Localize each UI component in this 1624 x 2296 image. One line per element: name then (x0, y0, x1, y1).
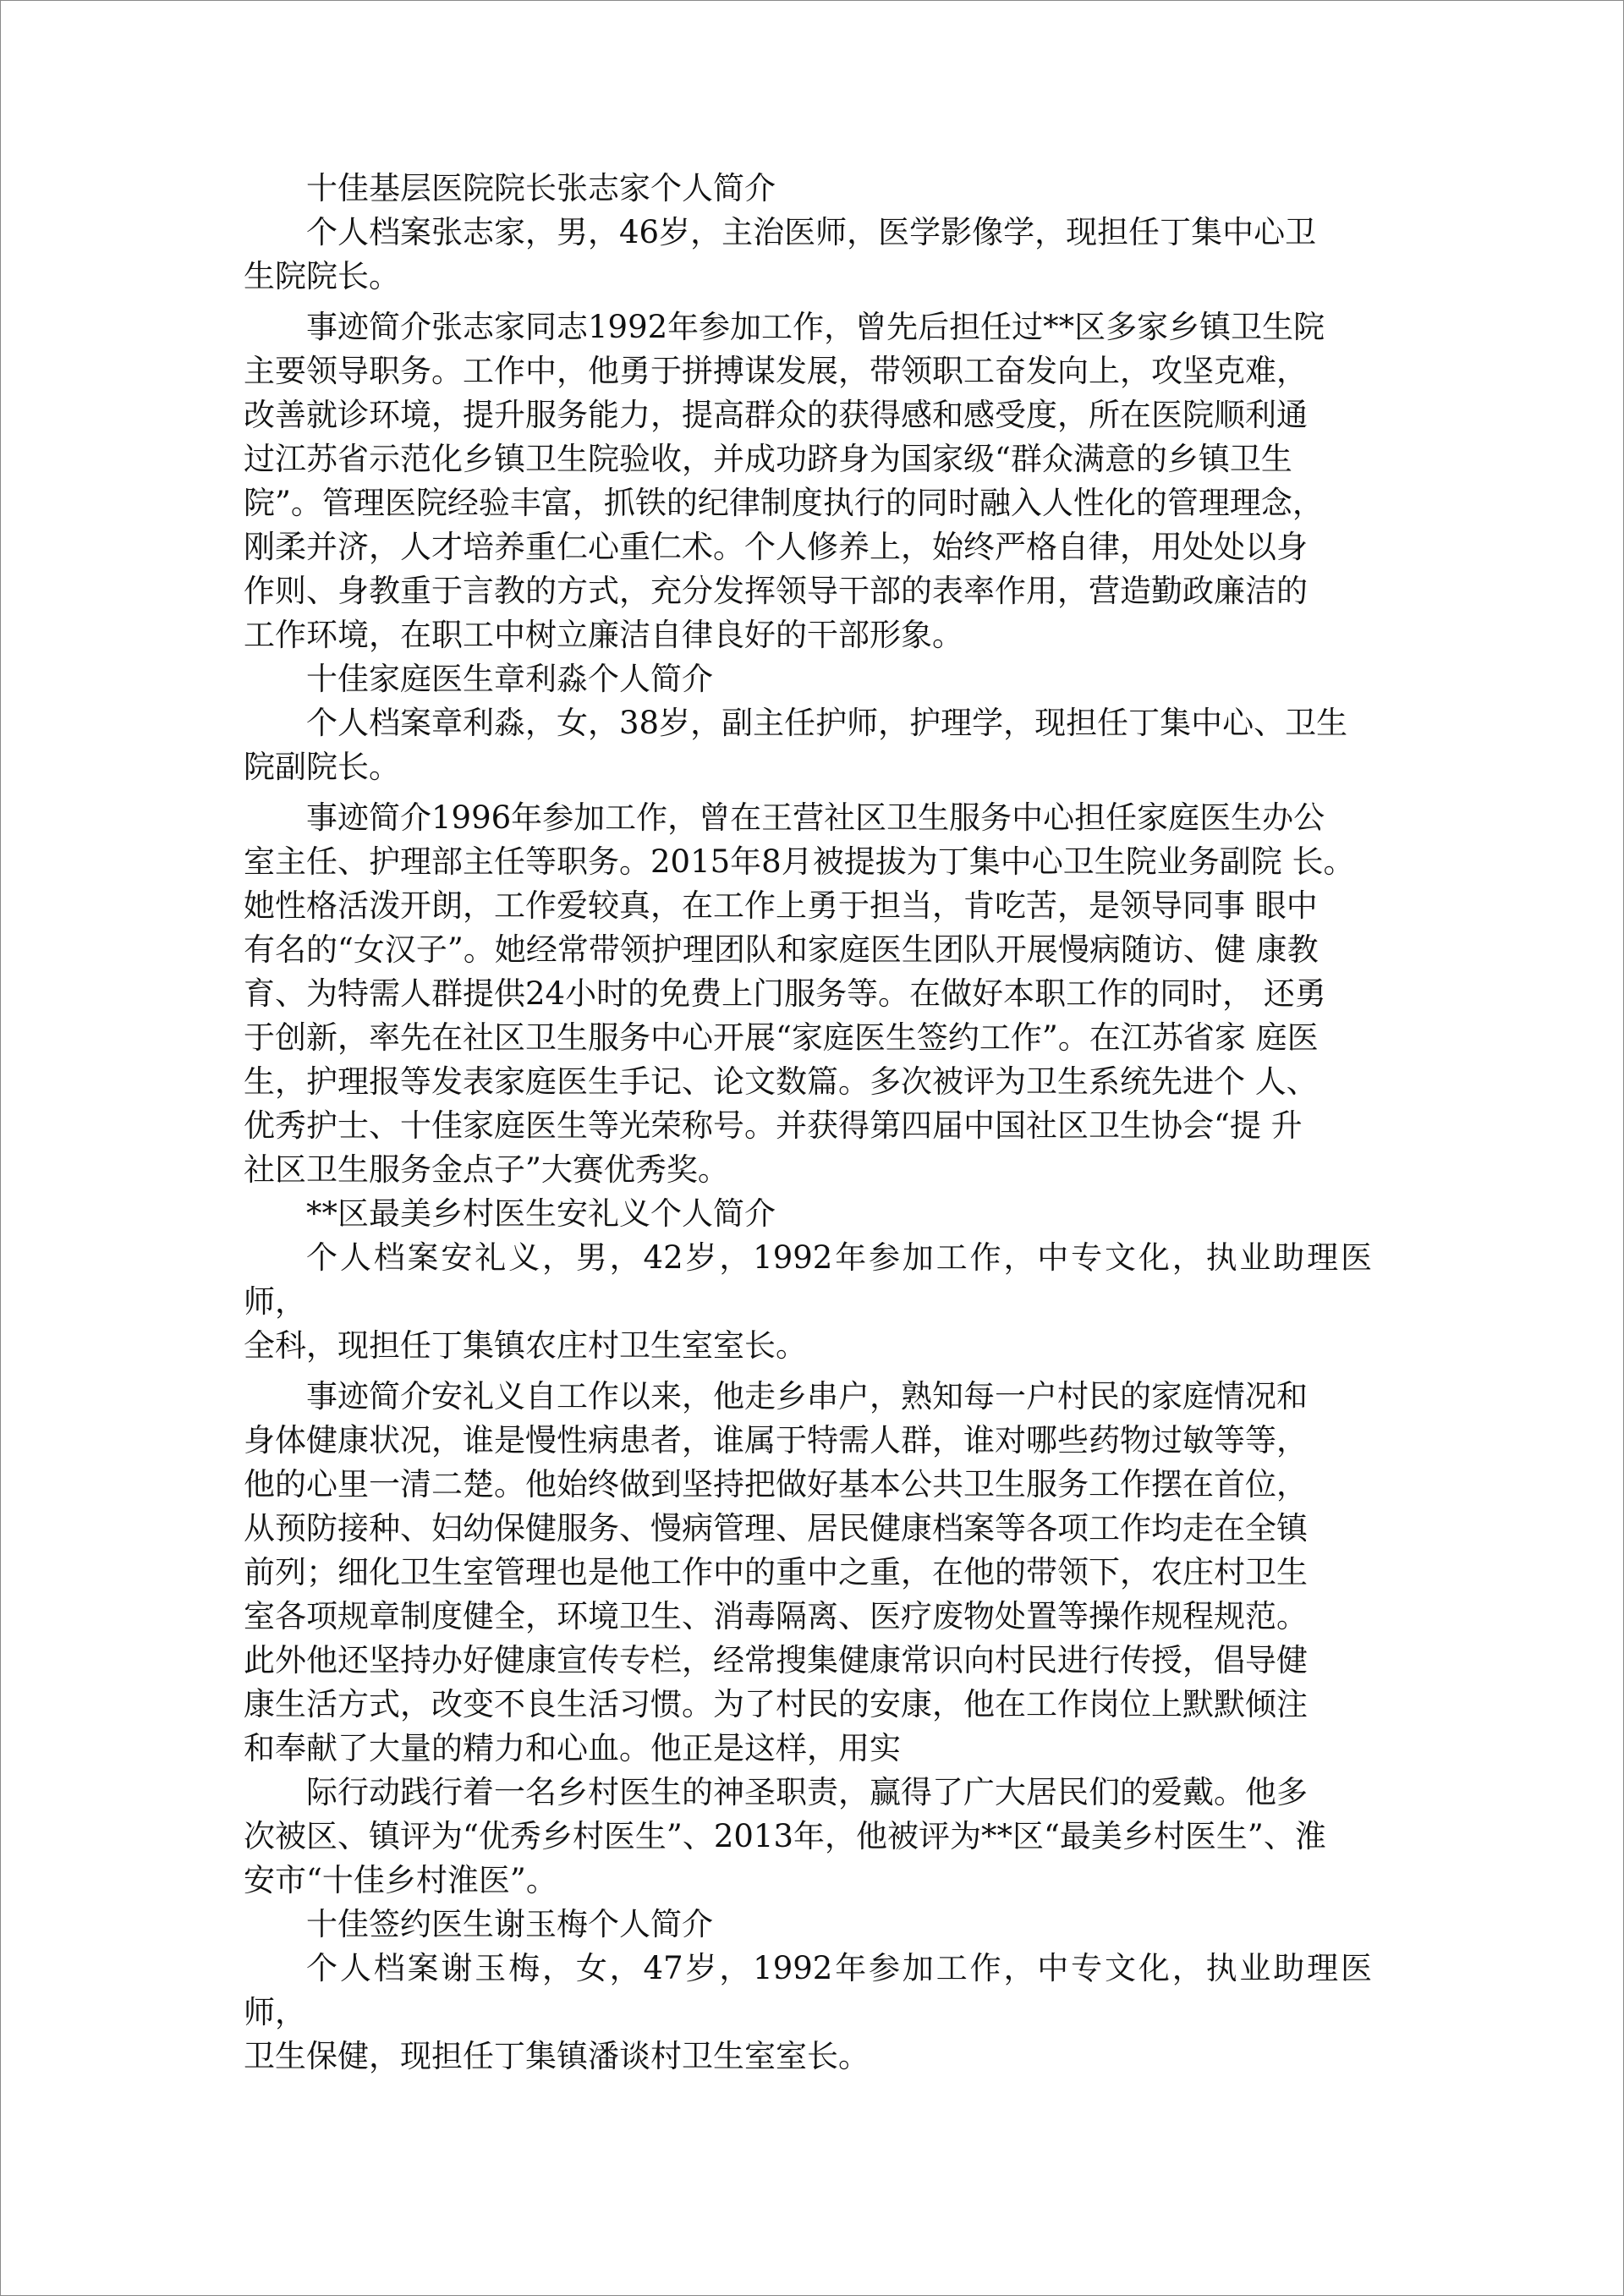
section-3-profile: 个人档案安礼义，男，42岁，1992年参加工作，中专文化，执业助理医 师， 全科，现担任丁集镇农庄村卫生室室长。 (244, 1239, 1372, 1364)
section-3-title: **区最美乡村医生安礼义个人简介 (306, 1195, 776, 1232)
section-4-title: 十佳签约医生谢玉梅个人简介 (306, 1906, 713, 1942)
section-4-profile: 个人档案谢玉梅，女，47岁，1992年参加工作，中专文化，执业助理医 师， 卫生保健，现担任丁集镇潘谈村卫生室室长。 (244, 1950, 1372, 2074)
document-body (244, 167, 1372, 2079)
section-1-profile: 个人档案张志家，男，46岁，主治医师，医学影像学，现担任丁集中心卫 生院院长。 (244, 214, 1317, 294)
section-2-profile: 个人档案章利淼，女，38岁，副主任护师，护理学，现担任丁集中心、卫生 院副院长。 (244, 705, 1348, 785)
section-3-story: 事迹简介安礼义自工作以来，他走乡串户，熟知每一户村民的家庭情况和 身体健康状况，谁是慢性病患者，谁属于特需人群，谁对哪些药物过敏等等， 他的心里一清二楚。他始终做到坚持把做好基本公共卫生服务工作摆在首位， 从预防接种、妇幼保健服务、慢病管理、居民健康档案等各项工作均走在全镇 前列；细化卫生室管理也是他工作中的重中之重，在他的带领下，农庄村卫生 室各项规章制度健全，环境卫生、消毒隔离、医疗废物处置等操作规程规范。 此外他还坚持办好健康宣传专栏，经常搜集健康常识向村民进行传授，倡导健 康生活方式，改变不良生活习惯。为了村民的安康，他在工作岗位上默默倾注 和奉献了大量的精力和心血。他正是这样，用实 (244, 1378, 1308, 1766)
section-2-title: 十佳家庭医生章利淼个人简介 (306, 661, 713, 697)
section-1-story: 事迹简介张志家同志1992年参加工作，曾先后担任过**区多家乡镇卫生院 主要领导职务。工作中，他勇于拼搏谋发展，带领职工奋发向上，攻坚克难， 改善就诊环境，提升服务能力，提高群众的获得感和感受度，所在医院顺利通 过江苏省示范化乡镇卫生院验收，并成功跻身为国家级“群众满意的乡镇卫生 院”。管理医院经验丰富，抓铁的纪律制度执行的同时融入人性化的管理理念， 刚柔并济，人才培养重仁心重仁术。个人修养上，始终严格自律，用处处以身 作则、身教重于言教的方式，充分发挥领导干部的表率作用，营造勤政廉洁的 工作环境，在职工中树立廉洁自律良好的干部形象。 (244, 309, 1325, 653)
section-2-story: 事迹简介1996年参加工作，曾在王营社区卫生服务中心担任家庭医生办公 室主任、护理部主任等职务。2015年8月被提拔为丁集中心卫生院业务副院 长。 她性格活泼开朗，工作爱较真，在工作上勇于担当，肯吃苦，是领导同事 眼中 有名的“女汉子”。她经常带领护理团队和家庭医生团队开展慢病随访、健 康教 育、为特需人群提供24小时的免费上门服务等。在做好本职工作的同时， 还勇 于创新，率先在社区卫生服务中心开展“家庭医生签约工作”。在江苏省家 庭医 生，护理报等发表家庭医生手记、论文数篇。多次被评为卫生系统先进个 人、 优秀护士、十佳家庭医生等光荣称号。并获得第四届中国社区卫生协会“提 升 社区卫生服务金点子”大赛优秀奖。 (244, 799, 1355, 1188)
section-1-title: 十佳基层医院院长张志家个人简介 (306, 170, 776, 206)
section-3-story-continued: 际行动践行着一名乡村医生的神圣职责，赢得了广大居民们的爱戴。他多 次被区、镇评为“优秀乡村医生”、2013年，他被评为**区“最美乡村医生”、淮 安市“十佳乡村淮医”。 (244, 1774, 1326, 1898)
